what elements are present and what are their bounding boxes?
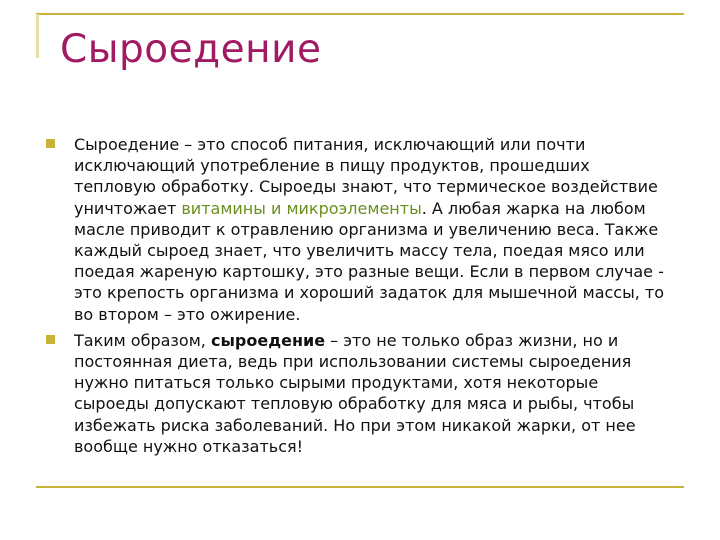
bold-term: сыроедение (210, 330, 326, 350)
bullet-item (46, 134, 676, 325)
top-rule (36, 13, 684, 15)
title-accent-bar (36, 14, 39, 58)
bullet-text-continued: – это не только образ жизни, но и постоянная диета, ведь при использовании системы сыроедения нужно питаться только сырыми продуктами, хотя некоторые сыроеды допускают тепловую обработку для мяса и рыбы, чтобы избежать риска заболеваний. Но при этом никакой жарки, от нее вообще нужно отказаться! (74, 330, 636, 456)
slide-title: Сыроедение (60, 27, 322, 72)
bullet-text: Сыроедение – это способ питания, исключающий или почти исключающий употребление в пищу продуктов, прошедших тепловую обработку. Сыроеды знают, что термическое воздействие уничтожает (74, 135, 658, 218)
square-bullet-icon (46, 335, 55, 344)
bullet-text-continued: . А любая жарка на любом масле приводит к отравлению организма и увеличению веса. Также каждый сыроед знает, что увеличить массу тела, поедая мясо или поедая жареную картошку, это разные вещи. Если в первом случае - это крепость организма и хороший задаток для мышечной массы, то во втором – это ожирение. (74, 198, 665, 324)
bottom-rule (36, 486, 684, 488)
bullet-item (46, 330, 676, 457)
square-bullet-icon (46, 139, 55, 148)
bullet-list (46, 134, 676, 462)
highlighted-term: витамины и микроэлементы (181, 198, 422, 218)
bullet-text: Таким образом, (74, 330, 211, 350)
